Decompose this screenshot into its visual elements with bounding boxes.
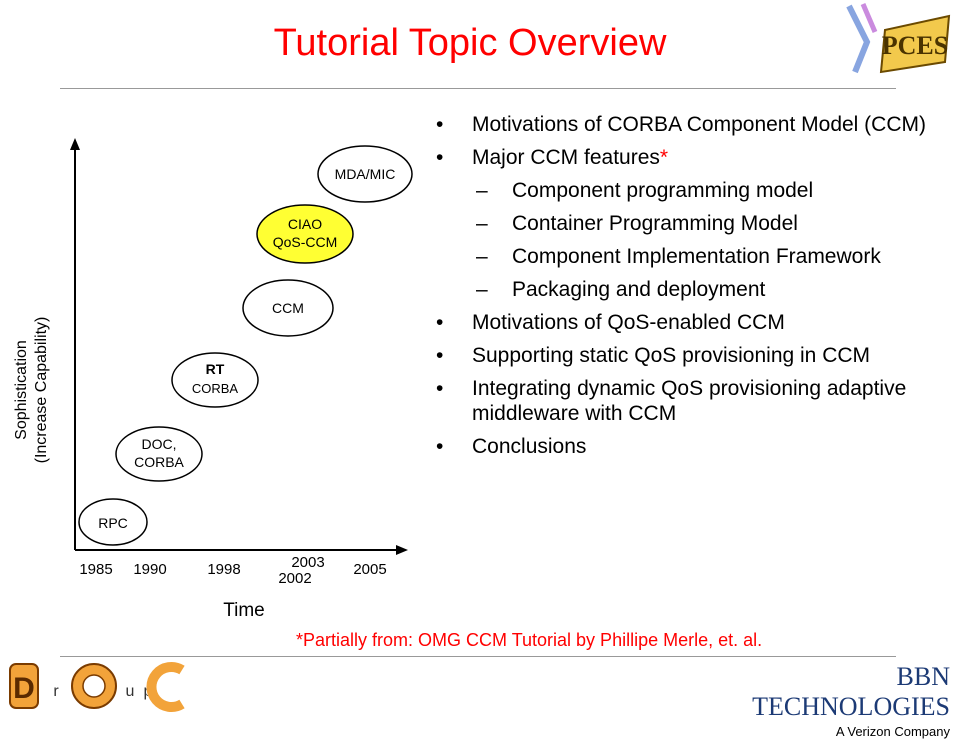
sub-bullet-dash: – [476, 245, 488, 268]
year-label: 2005 [353, 561, 387, 578]
node-rt-corba [172, 353, 258, 407]
bullet-dot: • [436, 146, 444, 169]
year-label: 1990 [133, 561, 167, 578]
year-label: 2003 [291, 554, 325, 571]
bullet-item [436, 145, 936, 170]
bbn-logo [718, 662, 950, 739]
evolution-diagram [0, 130, 430, 630]
node-doc-corba [116, 427, 202, 481]
node-label: CORBA [191, 381, 239, 396]
node-ccm [243, 280, 333, 336]
year-label: 1998 [207, 561, 241, 578]
sub-bullet-dash: – [476, 179, 488, 202]
bullet-dot: • [436, 435, 444, 458]
node-label: CIAO [287, 216, 323, 232]
bbn-logo-name: BBN TECHNOLOGIES [752, 662, 950, 721]
footnote: *Partially from: OMG CCM Tutorial by Phillipe Merle, et. al. [296, 630, 763, 650]
node-rpc [79, 499, 147, 545]
doc-logo-letter: u [125, 683, 135, 700]
node-label: RPC [98, 515, 128, 531]
node-label: MDA/MIC [334, 166, 396, 182]
sub-bullet-text: Component Implementation Framework [512, 245, 881, 268]
sub-bullet-dash: – [476, 278, 488, 301]
bullet-dot: • [436, 344, 444, 367]
sub-bullet-text: Component programming model [512, 179, 814, 202]
bullet-text: Motivations of QoS-enabled CCM [472, 311, 785, 334]
bullet-dot: • [436, 377, 444, 400]
node-label: CORBA [134, 454, 184, 470]
sub-bullet-text: Packaging and deployment [512, 278, 766, 301]
node-label: CCM [272, 300, 304, 316]
sub-bullet-text: Container Programming Model [512, 212, 798, 235]
doc-logo-letter [172, 697, 173, 698]
topic-list [436, 112, 936, 467]
sub-bullet-item [436, 244, 936, 269]
doc-logo-letter: p [143, 683, 153, 700]
sub-bullet-item [436, 178, 936, 203]
bullet-item [436, 343, 936, 368]
x-axis-arrow [396, 545, 408, 555]
bullet-text: Integrating dynamic QoS provisioning adaptive middleware with CCM [472, 377, 907, 425]
node-label: DOC, [141, 436, 177, 452]
year-label: 2002 [278, 570, 312, 587]
bullet-text: Major CCM features [472, 146, 660, 169]
bullet-item [436, 434, 936, 459]
node-ciao-qos-ccm [257, 205, 353, 263]
pces-logo [845, 2, 955, 82]
pces-logo-text: PCES [881, 31, 949, 60]
node-mda-mic [318, 146, 412, 202]
y-axis-label-line1: Sophistication [13, 340, 30, 440]
node-label: RT [205, 361, 225, 377]
bullet-item [436, 112, 936, 137]
bullet-dot: • [436, 311, 444, 334]
bbn-logo-tagline: A Verizon Company [835, 724, 950, 739]
bullet-item [436, 310, 936, 335]
y-axis-arrow [70, 138, 80, 150]
bullet-dot: • [436, 113, 444, 136]
bullet-item [436, 376, 936, 426]
footnote-marker: * [659, 146, 669, 169]
bullet-text: Conclusions [472, 435, 587, 458]
year-label: 1985 [79, 561, 113, 578]
title-divider [60, 88, 896, 89]
doc-logo-letter: D [13, 672, 35, 705]
footer-divider [60, 656, 896, 657]
x-axis-label: Time [223, 600, 265, 621]
slide-title: Tutorial Topic Overview [273, 22, 667, 64]
node-label: QoS-CCM [272, 234, 338, 250]
doc-logo-letter: r [53, 683, 59, 700]
sub-bullet-dash: – [476, 212, 488, 235]
sub-bullet-item [436, 211, 936, 236]
doc-group-logo [6, 660, 186, 714]
sub-bullet-item [436, 277, 936, 302]
bullet-text: Motivations of CORBA Component Model (CCM) [472, 113, 926, 136]
bullet-text: Supporting static QoS provisioning in CCM [472, 344, 871, 367]
y-axis-label-line2: (Increase Capability) [33, 316, 50, 464]
